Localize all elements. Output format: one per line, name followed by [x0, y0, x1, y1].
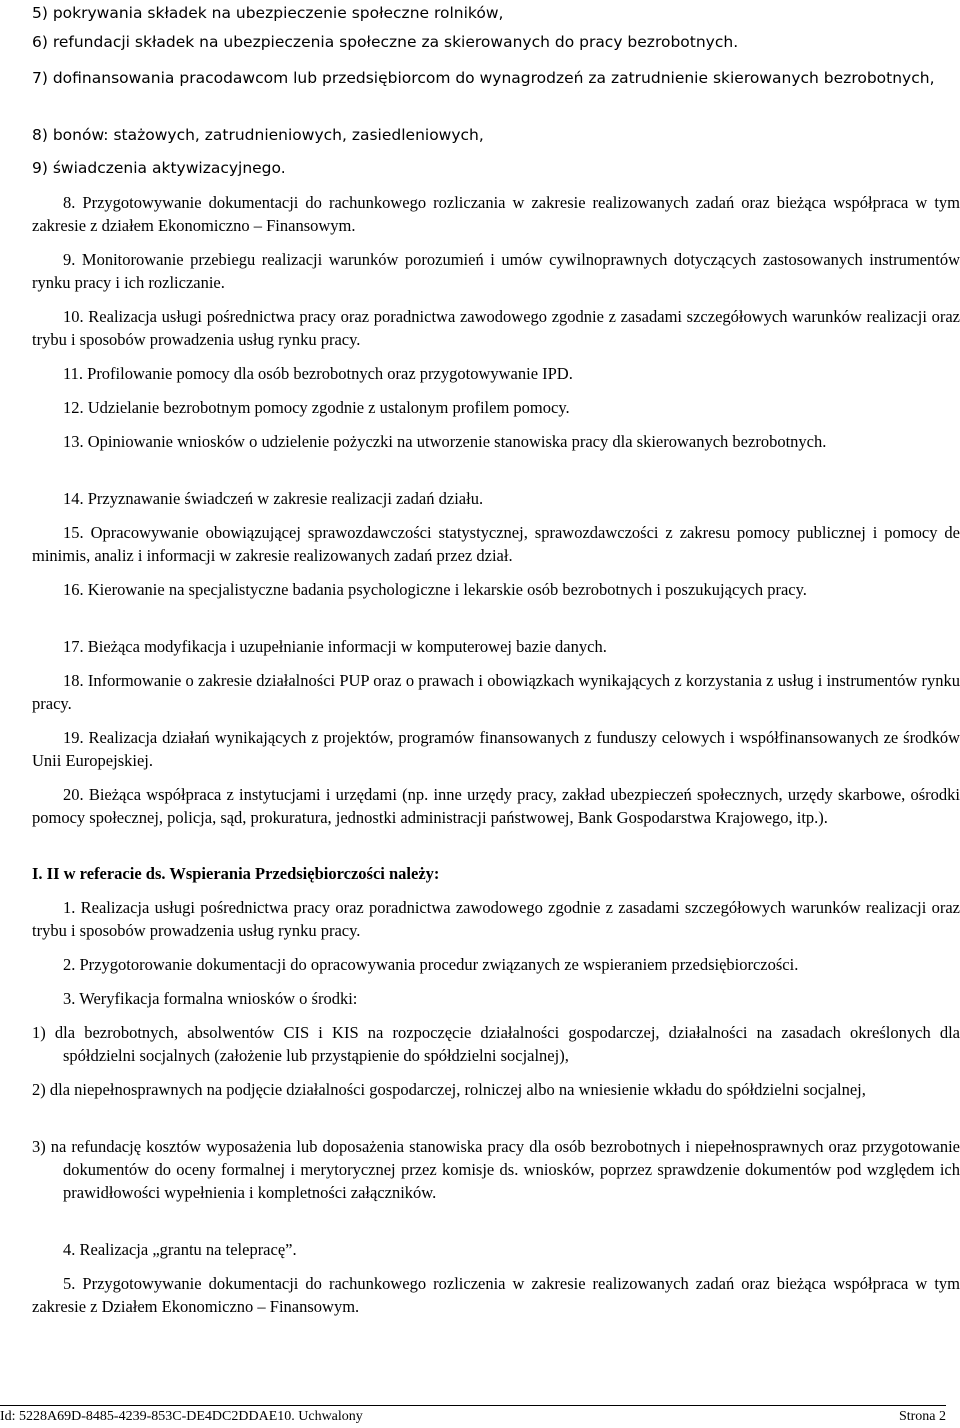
paragraph-16: 16. Kierowanie na specjalistyczne badania psychologiczne i lekarskie osób bezrobotnych i poszukujących pracy.: [63, 580, 807, 599]
paragraph-20: 20. Bieżąca współpraca z instytucjami i urzędami (np. inne urzędy pracy, zakład ubezpieczeń społecznych, urzędy skarbowe, ośrodki pomocy społecznej, policja, sąd, prokuratura, jednostki administracji państwowej, Bank Gospodarstwa Krajowego, itp.).: [32, 785, 960, 827]
paragraph-9: 9. Monitorowanie przebiegu realizacji warunków porozumień i umów cywilnoprawnych dotyczących zastosowanych instrumentów rynku pracy i ich rozliczanie.: [32, 250, 960, 292]
paragraph-10: 10. Realizacja usługi pośrednictwa pracy oraz poradnictwa zawodowego zgodnie z zasadami szczegółowych warunków realizacji oraz trybu i sposobów prowadzenia usług rynku pracy.: [32, 307, 960, 349]
list-item: 7) dofinansowania pracodawcom lub przedsiębiorcom do wynagrodzeń za zatrudnienie skierowanych bezrobotnych,: [32, 69, 935, 87]
list-item: 6) refundacji składek na ubezpieczenia społeczne za skierowanych do pracy bezrobotnych.: [32, 33, 739, 51]
paragraph-12: 12. Udzielanie bezrobotnym pomocy zgodnie z ustalonym profilem pomocy.: [63, 398, 570, 417]
section-item-5: 5. Przygotowywanie dokumentacji do rachunkowego rozliczenia w zakresie realizowanych zadań oraz bieżąca współpraca w tym zakresie z Działem Ekonomiczno – Finansowym.: [32, 1274, 960, 1316]
section-item-1: 1. Realizacja usługi pośrednictwa pracy oraz poradnictwa zawodowego zgodnie z zasadami szczegółowych warunków realizacji oraz trybu i sposobów prowadzenia usług rynku pracy.: [32, 898, 960, 940]
paragraph-15: 15. Opracowywanie obowiązującej sprawozdawczości statystycznej, sprawozdawczości z zakresu pomocy publicznej i pomocy de minimis, analiz i informacji w zakresie realizowanych zadań przez dział.: [32, 523, 960, 565]
sub-item-2: 2) dla niepełnosprawnych na podjęcie działalności gospodarczej, rolniczej albo na wniesienie wkładu do spółdzielni socjalnej,: [32, 1080, 866, 1099]
section-heading: I. II w referacie ds. Wspierania Przedsiębiorczości należy:: [32, 864, 440, 883]
sub-item-1: 1) dla bezrobotnych, absolwentów CIS i KIS na rozpoczęcie działalności gospodarczej, działalności na zasadach określonych dla spółdzielni socjalnych (założenie lub przystąpienie do spółdzielni socjalnej),: [32, 1023, 960, 1065]
section-item-2: 2. Przygotorowanie dokumentacji do opracowywania procedur związanych ze wspieraniem przedsiębiorczości.: [63, 955, 799, 974]
section-item-3: 3. Weryfikacja formalna wniosków o środki:: [63, 989, 358, 1008]
section-item-4: 4. Realizacja „grantu na telepracę”.: [63, 1240, 297, 1259]
page-number: Strona 2: [898, 1409, 946, 1424]
footer-divider: [0, 1405, 946, 1406]
list-item: 9) świadczenia aktywizacyjnego.: [32, 159, 286, 177]
list-item: 8) bonów: stażowych, zatrudnieniowych, zasiedleniowych,: [32, 126, 484, 144]
list-item: 5) pokrywania składek na ubezpieczenie społeczne rolników,: [32, 4, 504, 22]
document-id: Id: 5228A69D-8485-4239-853C-DE4DC2DDAE10. Uchwalony: [0, 1409, 363, 1424]
paragraph-18: 18. Informowanie o zakresie działalności PUP oraz o prawach i obowiązkach wynikających z korzystania z usług i instrumentów rynku pracy.: [32, 671, 960, 713]
paragraph-11: 11. Profilowanie pomocy dla osób bezrobotnych oraz przygotowywanie IPD.: [63, 364, 573, 383]
paragraph-19: 19. Realizacja działań wynikających z projektów, programów finansowanych z funduszy celowych i współfinansowanych ze środków Unii Europejskiej.: [32, 728, 960, 770]
paragraph-13: 13. Opiniowanie wniosków o udzielenie pożyczki na utworzenie stanowiska pracy dla skierowanych bezrobotnych.: [63, 432, 827, 451]
paragraph-14: 14. Przyznawanie świadczeń w zakresie realizacji zadań działu.: [63, 489, 484, 508]
paragraph-8: 8. Przygotowywanie dokumentacji do rachunkowego rozliczania w zakresie realizowanych zadań oraz bieżąca współpraca w tym zakresie z działem Ekonomiczno – Finansowym.: [32, 193, 960, 235]
paragraph-17: 17. Bieżąca modyfikacja i uzupełnianie informacji w komputerowej bazie danych.: [63, 637, 607, 656]
sub-item-3: 3) na refundację kosztów wyposażenia lub doposażenia stanowiska pracy dla osób bezrobotnych i niepełnosprawnych oraz przygotowanie dokumentów do oceny formalnej i merytorycznej przez komisje ds. wniosków, poprzez sprawdzenie dokumentów pod względem ich prawidłowości wypełnienia i kompletności załączników.: [32, 1137, 960, 1202]
